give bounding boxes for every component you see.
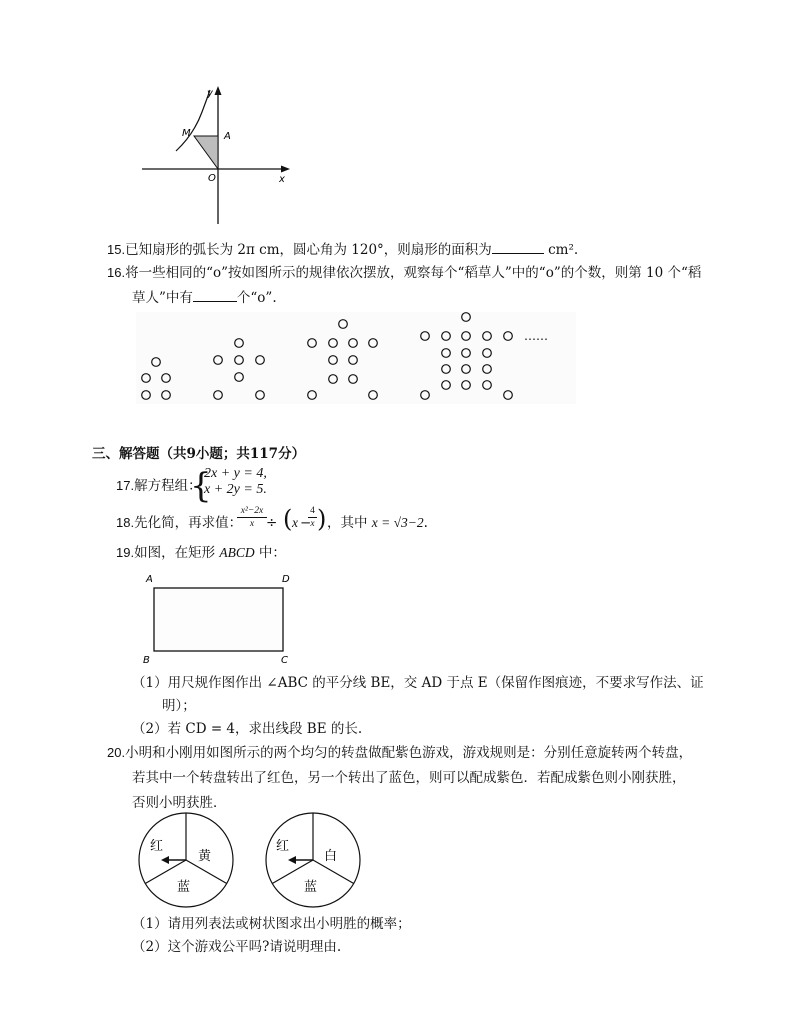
scarecrow-pattern <box>136 312 576 404</box>
label-rect-c: C <box>281 655 288 666</box>
q15-text-2: 2π cm <box>237 242 280 258</box>
q19-part1-line1: （1）用尺规作图作出 ∠ABC 的平分线 BE，交 AD 于点 E（保留作图痕迹，不要求写作法、证 <box>132 675 704 691</box>
question-18 <box>116 513 242 533</box>
q15-text-3: ，圆心角为 120°，则扇形的面积为 <box>279 242 492 258</box>
q20-part1: （1）请用列表法或树状图求出小明胜的概率； <box>132 916 411 932</box>
q18-tail <box>327 513 428 533</box>
q18-frac2 <box>308 506 317 530</box>
q20-part2: （2）这个游戏公平吗?请说明理由. <box>132 939 342 955</box>
q17-text: 解方程组： <box>134 478 202 494</box>
q18-divide: ÷ <box>266 515 278 531</box>
q15-answer-blank[interactable] <box>492 239 544 254</box>
q18-x: x <box>292 515 298 530</box>
q18-text-3: . <box>423 515 428 531</box>
q16-answer-blank[interactable] <box>193 287 237 302</box>
q18-paren-right: ) <box>317 505 327 533</box>
q18-frac2-num: 4 <box>308 506 317 518</box>
q16-line2a: 草人”中有 <box>132 290 193 306</box>
q20-number: 20. <box>107 745 126 760</box>
q20-line2: 若其中一个转盘转出了红色，另一个转出了蓝色，则可以配成紫色．若配成紫色则小刚获胜， <box>132 770 686 786</box>
q16-line2b: 个“o”. <box>236 290 277 306</box>
rectangle-figure <box>140 570 300 668</box>
q15-text-4: cm². <box>543 242 579 258</box>
label-rect-d: D <box>282 574 290 585</box>
question-16-line1 <box>107 263 701 283</box>
q18-frac2-den: x <box>310 519 315 529</box>
q17-eq2: x + 2y = 5. <box>204 482 267 497</box>
wheel-1-red: 红 <box>150 839 164 854</box>
q17-brace: { <box>190 466 212 506</box>
q19-number: 19. <box>116 545 135 560</box>
q18-text-2: ，其中 <box>327 515 372 531</box>
q15-text-1: 已知扇形的弧长为 <box>125 242 238 258</box>
q18-value: x = √3−2 <box>371 515 424 530</box>
q19-part1-line2: 明）； <box>162 698 196 714</box>
wheel-2-red: 红 <box>276 839 290 854</box>
question-19 <box>116 543 286 563</box>
label-o: O <box>208 173 216 184</box>
q18-minus: − <box>300 515 312 531</box>
label-a: A <box>224 131 231 142</box>
question-16-line2 <box>132 287 277 308</box>
wheel-2-white: 白 <box>324 849 338 864</box>
wheel-2-arrowhead <box>288 856 296 864</box>
q17-number: 17. <box>116 478 135 493</box>
wheel-1-blue: 蓝 <box>177 880 191 895</box>
q18-frac1-den: x <box>249 519 255 529</box>
rectangle-abcd <box>154 588 283 651</box>
q18-number: 18. <box>116 515 135 530</box>
shaded-triangle <box>194 136 218 169</box>
q19-abcd: ABCD <box>219 545 255 560</box>
q19-text-1: 如图，在矩形 <box>134 545 220 561</box>
label-rect-a: A <box>146 574 153 585</box>
q18-paren-left: ( <box>283 505 293 533</box>
pattern-ellipsis: …… <box>524 329 548 343</box>
q18-text-1: 先化简，再求值： <box>134 515 243 531</box>
x-axis-arrow <box>281 166 290 173</box>
label-m: M <box>182 128 191 139</box>
spinner-wheels <box>134 808 366 912</box>
q19-text-2: 中： <box>254 545 286 561</box>
section-3-title: 三、解答题（共9小题；共117分） <box>92 446 306 462</box>
q17-eq1: 2x + y = 4, <box>204 466 267 481</box>
q16-number: 16. <box>107 265 126 280</box>
wheel-1-arrowhead <box>161 856 169 864</box>
q20-line3: 否则小明获胜． <box>132 795 227 811</box>
q18-frac1 <box>237 506 267 530</box>
q19-part2: （2）若 CD = 4，求出线段 BE 的长. <box>132 721 363 737</box>
y-axis-arrow <box>215 86 222 95</box>
q16-line1: 将一些相同的“o”按如图所示的规律依次摆放，观察每个“稻草人”中的“o”的个数，则第 10 个“稻 <box>125 265 702 281</box>
question-20-line1 <box>107 743 692 763</box>
question-17 <box>116 476 202 496</box>
wheel-1-yellow: 黄 <box>198 849 212 864</box>
wheel-2-blue: 蓝 <box>304 880 318 895</box>
label-x: x <box>279 174 285 185</box>
question-15 <box>107 239 578 260</box>
coordinate-graph <box>136 84 296 230</box>
q18-frac1-num: x²−2x <box>237 506 267 518</box>
label-rect-b: B <box>143 655 150 666</box>
q20-line1: 小明和小刚用如图所示的两个均匀的转盘做配紫色游戏，游戏规则是：分别任意旋转两个转盘， <box>125 745 693 761</box>
q15-number: 15. <box>107 242 126 257</box>
label-y: y <box>207 88 213 99</box>
